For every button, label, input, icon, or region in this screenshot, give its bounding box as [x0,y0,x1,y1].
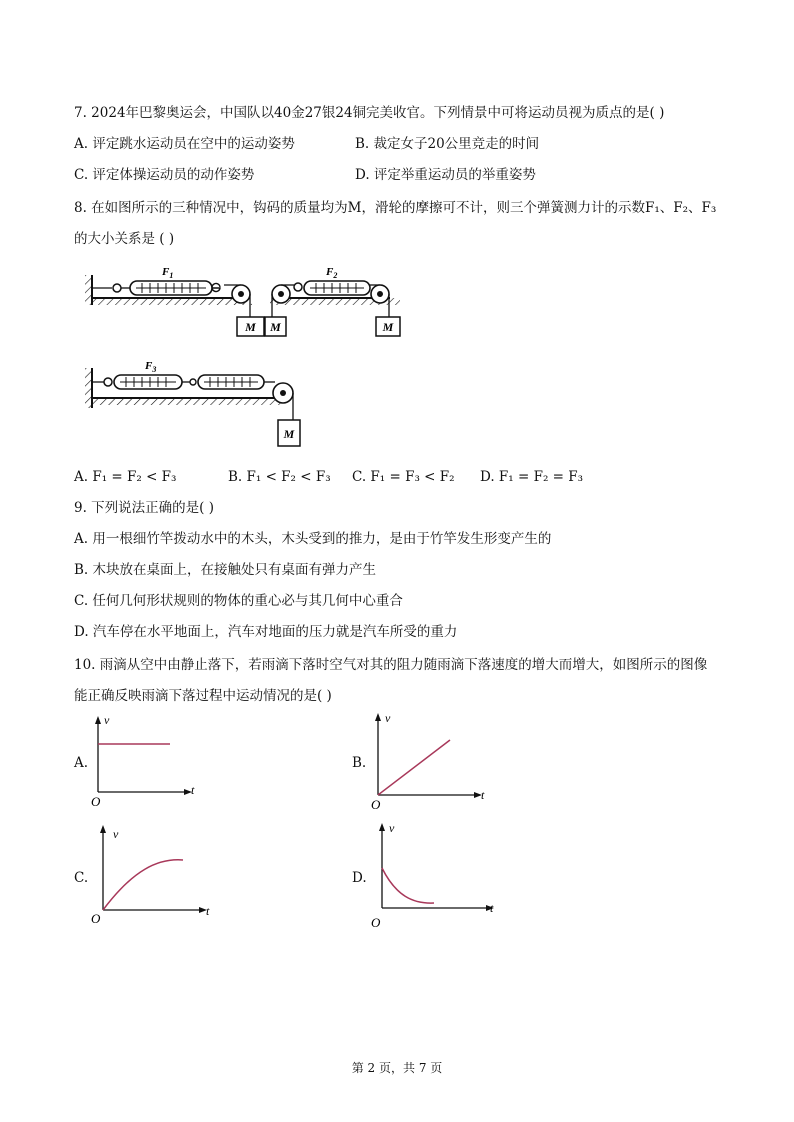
q7-option-c: C. 评定体操运动员的动作姿势 [74,167,255,183]
q9-stem: 9. 下列说法正确的是( ) [74,500,214,516]
q8-option-c: C. F₁ = F₃ < F₂ [352,469,455,485]
graph-c [88,820,218,930]
svg-text:t: t [206,904,210,918]
setup-1 [85,266,264,336]
svg-text:v: v [385,711,391,725]
spring-scale-figure [80,255,410,450]
setup-3 [85,360,300,446]
svg-text:O: O [371,915,381,930]
graph-a-letter: A. [74,755,89,771]
svg-text:t: t [490,901,494,915]
f2-label: $F_2$ [326,266,338,280]
q7-option-d: D. 评定举重运动员的举重姿势 [355,167,536,183]
svg-text:t: t [191,783,195,797]
setup-2 [265,266,400,336]
q7-stem: 7. 2024年巴黎奥运会，中国队以40金27银24铜完美收官。下列情景中可将运动员视为质点的是( ) [74,105,665,121]
mass-label-2: M [270,320,281,334]
graph-c-letter: C. [74,870,89,886]
mass-label-1: M [245,320,256,334]
svg-text:O: O [371,797,381,812]
q8-option-a: A. F₁ = F₂ < F₃ [74,469,177,485]
q8-option-b: B. F₁ < F₂ < F₃ [228,469,331,485]
graph-c-curve [103,860,183,910]
svg-text:v: v [113,827,119,841]
graph-d-curve [382,868,434,903]
svg-text:v: v [104,713,110,727]
page-footer: 第 2 页，共 7 页 [351,1061,443,1075]
graph-b-curve [378,740,450,795]
graph-d [368,816,503,934]
q8-option-d: D. F₁ = F₂ = F₃ [480,469,584,485]
q9-option-a: A. 用一根细竹竿拨动水中的木头，木头受到的推力，是由于竹竿发生形变产生的 [74,531,552,547]
graph-b [368,706,493,816]
svg-text:O: O [91,911,101,926]
svg-text:O: O [91,794,101,809]
f1-label: $F_1$ [162,266,174,280]
graph-a [88,710,203,810]
mass-label-4: M [283,427,295,441]
q10-stem-line2: 能正确反映雨滴下落过程中运动情况的是( ) [74,688,332,704]
mass-label-3: M [382,320,394,334]
q7-option-a: A. 评定跳水运动员在空中的运动姿势 [74,136,295,152]
graph-b-letter: B. [352,755,367,771]
svg-text:t: t [481,788,485,802]
q7-option-b: B. 裁定女子20公里竞走的时间 [355,136,540,152]
q10-stem-line1: 10. 雨滴从空中由静止落下，若雨滴下落时空气对其的阻力随雨滴下落速度的增大而增大，如图所示的图像 [74,657,708,673]
svg-text:v: v [389,821,395,835]
q8-stem-line1: 8. 在如图所示的三种情况中，钩码的质量均为M，滑轮的摩擦可不计，则三个弹簧测力计的示数F₁、F₂、F₃ [74,200,717,216]
q8-stem-line2: 的大小关系是 ( ) [74,231,175,247]
q9-option-c: C. 任何几何形状规则的物体的重心必与其几何中心重合 [74,593,403,609]
q9-option-b: B. 木块放在桌面上，在接触处只有桌面有弹力产生 [74,562,377,578]
f3-label: $F_3$ [145,360,157,374]
q9-option-d: D. 汽车停在水平地面上，汽车对地面的压力就是汽车所受的重力 [74,624,458,640]
graph-d-letter: D. [352,870,367,886]
